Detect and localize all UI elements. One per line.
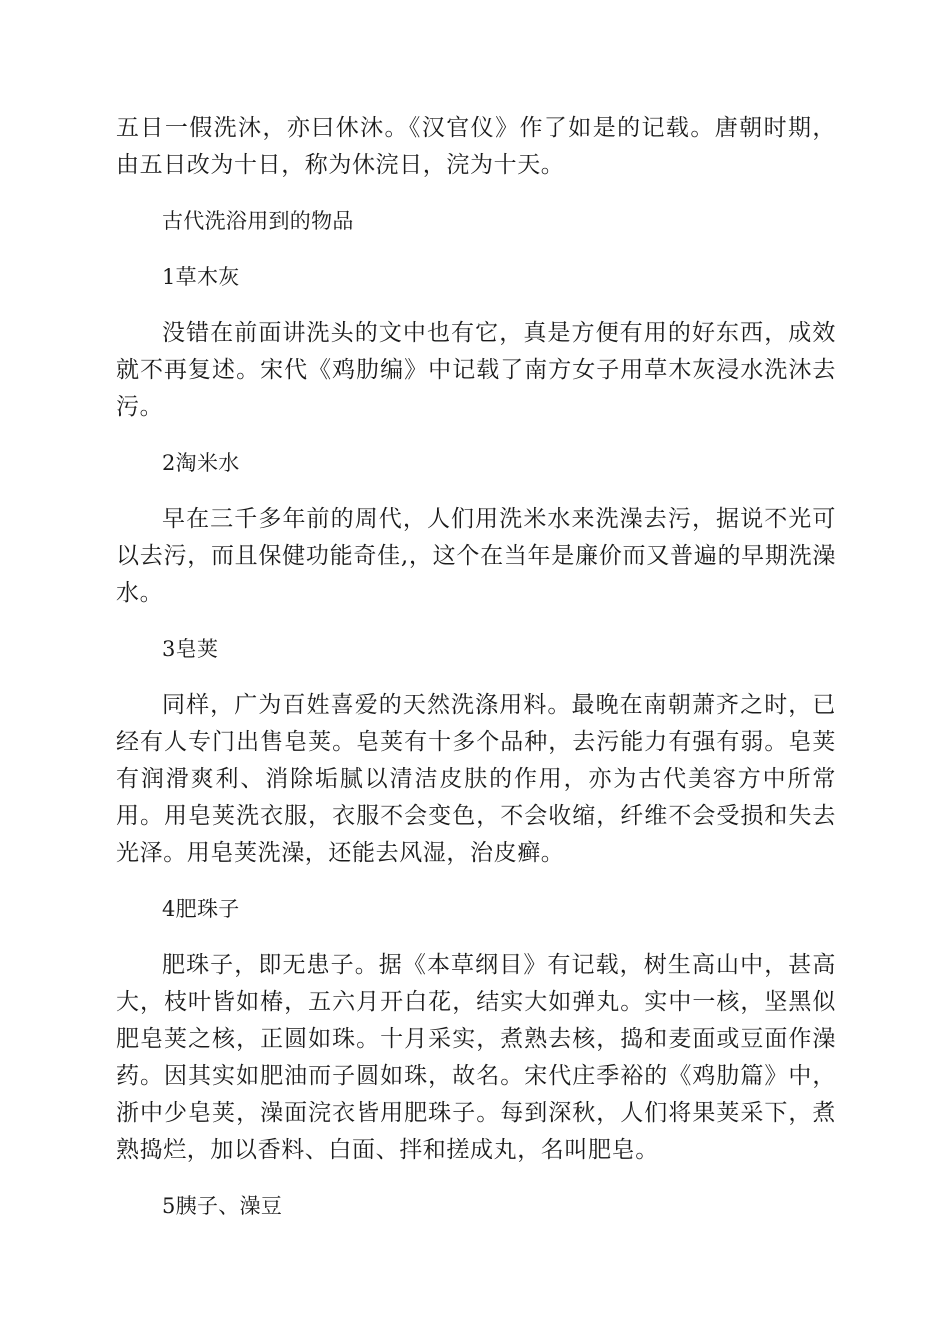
item-heading: 4肥珠子 xyxy=(162,897,240,921)
body-paragraph: 同样，广为百姓喜爱的天然洗涤用料。最晚在南朝萧齐之时，已经有人专门出售皂荚。皂荚有十多个品种，去污能力有强有弱。皂荚有润滑爽利、消除垢腻以清洁皮肤的作用，亦为古代美容方中所常用。用皂荚洗衣服，衣服不会变色，不会收缩，纤维不会受损和失去光泽。用皂荚洗澡，还能去风湿，治皮癣。 xyxy=(116,692,836,866)
item-heading: 3皂荚 xyxy=(162,637,219,661)
item-heading: 5胰子、澡豆 xyxy=(162,1194,283,1218)
body-paragraph: 没错在前面讲洗头的文中也有它，真是方便有用的好东西，成效就不再复述。宋代《鸡肋编》中记载了南方女子用草木灰浸水洗沐去污。 xyxy=(116,320,836,420)
item-heading: 2淘米水 xyxy=(162,451,240,475)
body-paragraph: 五日一假洗沐，亦曰休沐。《汉官仪》作了如是的记载。唐朝时期，由五日改为十日，称为休浣日，浣为十天。 xyxy=(116,115,836,178)
item-heading: 1草木灰 xyxy=(162,265,240,289)
body-paragraph: 肥珠子，即无患子。据《本草纲目》有记载，树生高山中，甚高大，枝叶皆如椿，五六月开白花，结实大如弹丸。实中一核，坚黑似肥皂荚之核，正圆如珠。十月采实，煮熟去核，捣和麦面或豆面作澡药。因其实如肥油而子圆如珠，故名。宋代庄季裕的《鸡肋篇》中，浙中少皂荚，澡面浣衣皆用肥珠子。每到深秋，人们将果荚采下，煮熟捣烂，加以香料、白面、拌和搓成丸，名叫肥皂。 xyxy=(116,952,836,1163)
section-heading: 古代洗浴用到的物品 xyxy=(162,209,354,233)
document-page xyxy=(116,110,836,1244)
body-paragraph: 早在三千多年前的周代，人们用洗米水来洗澡去污，据说不光可以去污，而且保健功能奇佳,，这个在当年是廉价而又普遍的早期洗澡水。 xyxy=(116,506,836,606)
